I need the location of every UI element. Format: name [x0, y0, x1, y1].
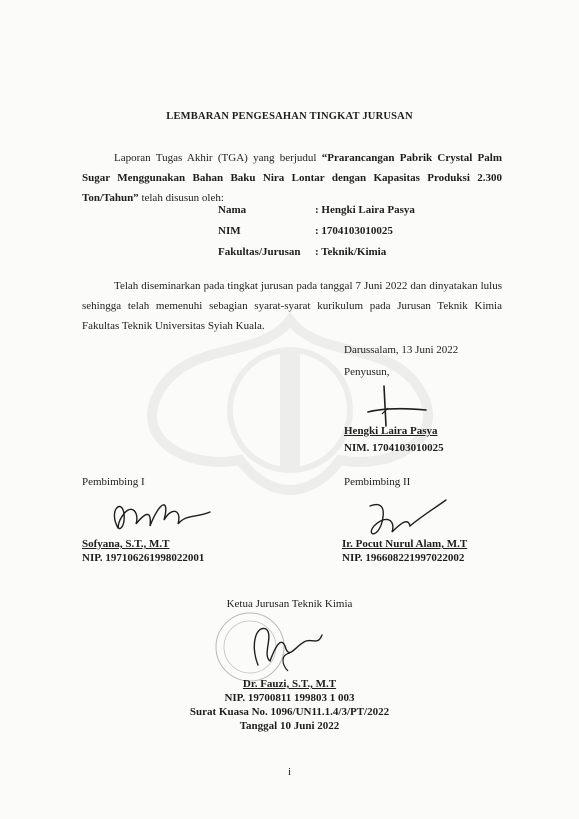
info-value: : Hengki Laira Pasya — [315, 204, 415, 216]
info-value: : Teknik/Kimia — [315, 246, 387, 258]
advisor1-nip: NIP. 197106261998022001 — [82, 552, 205, 564]
page-title: LEMBARAN PENGESAHAN TINGKAT JURUSAN — [166, 111, 413, 122]
intro-prefix: Laporan Tugas Akhir (TGA) yang berjudul — [114, 152, 322, 164]
author-nim: NIM. 1704103010025 — [344, 442, 444, 454]
info-key: Nama — [218, 204, 247, 216]
author-role: Penyusun, — [344, 366, 390, 378]
place-date: Darussalam, 13 Juni 2022 — [344, 344, 459, 356]
info-key: NIM — [218, 225, 241, 237]
advisor1-role: Pembimbing I — [82, 476, 145, 488]
info-key: Fakultas/Jurusan — [218, 246, 301, 258]
page-number: i — [287, 766, 292, 778]
head-decree-date: Tanggal 10 Juni 2022 — [239, 720, 340, 732]
seminar-paragraph: Telah diseminarkan pada tingkat jurusan pada tanggal 7 Juni 2022 dan dinyatakan lulus sehingga telah memenuhi sebagian syarat-syarat kurikulum pada Jurusan Teknik Kimia Fakultas Teknik Universitas Syiah Kuala. — [82, 280, 502, 332]
advisor1-signature — [100, 490, 220, 540]
author-name: Hengki Laira Pasya — [344, 425, 438, 437]
head-nip: NIP. 19700811 199803 1 003 — [224, 692, 355, 704]
head-decree: Surat Kuasa No. 1096/UN11.1.4/3/PT/2022 — [189, 706, 390, 718]
intro-paragraph — [82, 148, 502, 208]
advisor2-nip: NIP. 196608221997022002 — [342, 552, 465, 564]
head-role: Ketua Jurusan Teknik Kimia — [226, 598, 353, 610]
head-name: Dr. Fauzi, S.T., M.T — [242, 678, 337, 690]
thesis-title: “Prarancangan Pabrik Crystal Palm Sugar Menggunakan Bahan Baku Nira Lontar dengan Kapasitas Produksi 2.300 Ton/Tahun” — [82, 152, 502, 204]
intro-suffix: telah disusun oleh: — [138, 192, 224, 204]
advisor2-name: Ir. Pocut Nurul Alam, M.T — [342, 538, 468, 550]
advisor2-role: Pembimbing II — [344, 476, 411, 488]
advisor1-name: Sofyana, S.T., M.T — [82, 538, 170, 550]
department-stamp — [210, 605, 330, 685]
author-signature — [354, 378, 434, 430]
info-value: : 1704103010025 — [315, 225, 393, 237]
